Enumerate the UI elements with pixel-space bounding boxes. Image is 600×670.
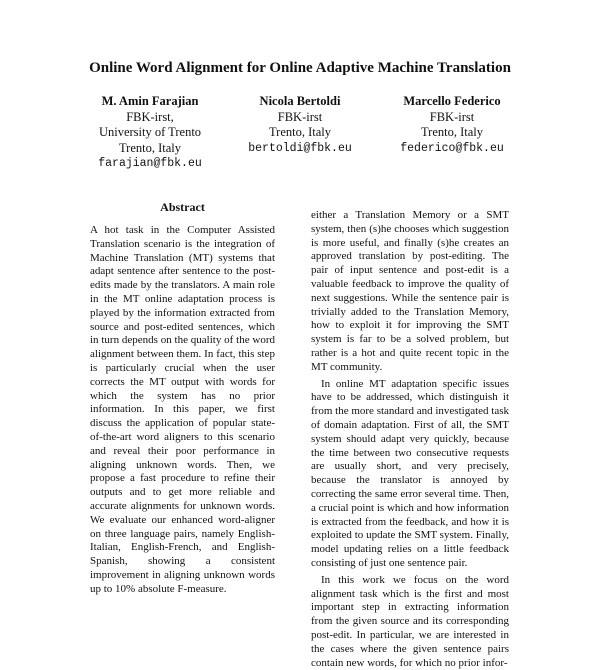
body-column-right bbox=[311, 209, 509, 670]
body-paragraph: either a Translation Memory or a SMT system, then (s)he chooses which suggestion is more useful, and finally (s)he creates an approved translation by post-editing. The pair of input sentence and post-edit is a valuable feedback to improve the quality of next suggestions. While the sentence pair is trivially added to the Translation Memory, how to exploit it for improving the SMT system is far to be a solved problem, but rather is a hot and quite recent topic in the MT community. bbox=[311, 209, 509, 373]
body-paragraph: In this work we focus on the word alignment task which is the first and most important step in extracting information from the given source and its corresponding post-edit. In particular, we are interested in the cases where the given sentence pairs contain new words, for which no prior infor- bbox=[311, 573, 509, 669]
author-name: M. Amin Farajian bbox=[101, 94, 199, 108]
abstract-column bbox=[90, 224, 275, 597]
author-name: Nicola Bertoldi bbox=[259, 94, 341, 108]
author-email: bertoldi@fbk.eu bbox=[248, 141, 352, 155]
author-affiliation: FBK-irst bbox=[277, 109, 323, 124]
author-email: federico@fbk.eu bbox=[400, 141, 504, 155]
author-location: Trento, Italy bbox=[268, 125, 332, 139]
author-block-federico bbox=[362, 94, 542, 156]
author-affiliation: FBK-irst, bbox=[126, 109, 174, 124]
author-name: Marcello Federico bbox=[403, 94, 501, 108]
author-affiliation: FBK-irst bbox=[429, 109, 475, 124]
abstract-text: A hot task in the Computer Assisted Translation scenario is the integration of Machine Translation (MT) systems that adapt sentence after sentence to the post-edits made by the translators. A main role in the MT online adaptation process is played by the information extracted from source and post-edited sentences, which in turn depends on the quality of the word alignment between them. In fact, this step is particularly crucial when the user corrects the MT output with words for which the system has no prior information. In this paper, we first discuss the application of popular state-of-the-art word aligners to this scenario and reveal their poor performance in aligning unknown words. Then, we propose a fast procedure to refine their outputs and to get more reliable and accurate alignments for unknown words. We evaluate our enhanced word-aligner on three language pairs, namely English-Italian, English-French, and English-Spanish, showing a consistent improvement in aligning unknown words up to 10% absolute F-measure. bbox=[90, 224, 275, 595]
author-email: farajian@fbk.eu bbox=[98, 157, 202, 170]
author-location: Trento, Italy bbox=[118, 140, 182, 155]
abstract-heading: Abstract bbox=[160, 200, 205, 214]
author-location: Trento, Italy bbox=[420, 125, 484, 139]
author-affiliation: University of Trento bbox=[98, 125, 202, 139]
paper-title: Online Word Alignment for Online Adaptive Machine Translation bbox=[89, 60, 511, 76]
body-paragraph: In online MT adaptation specific issues have to be addressed, which distinguish it from the more standard and investigated task of domain adaptation. First of all, the SMT system should adapt very quickly, because the time between two consecutive requests are usually short, and very precisely, because the translator is annoyed by correcting the same error several time. Then, a crucial point is which and how information is extracted from the feedback, and how it is exploited to update the SMT system. Finally, model updating relies on a little feedback consisting of just one sentence pair. bbox=[311, 377, 509, 569]
